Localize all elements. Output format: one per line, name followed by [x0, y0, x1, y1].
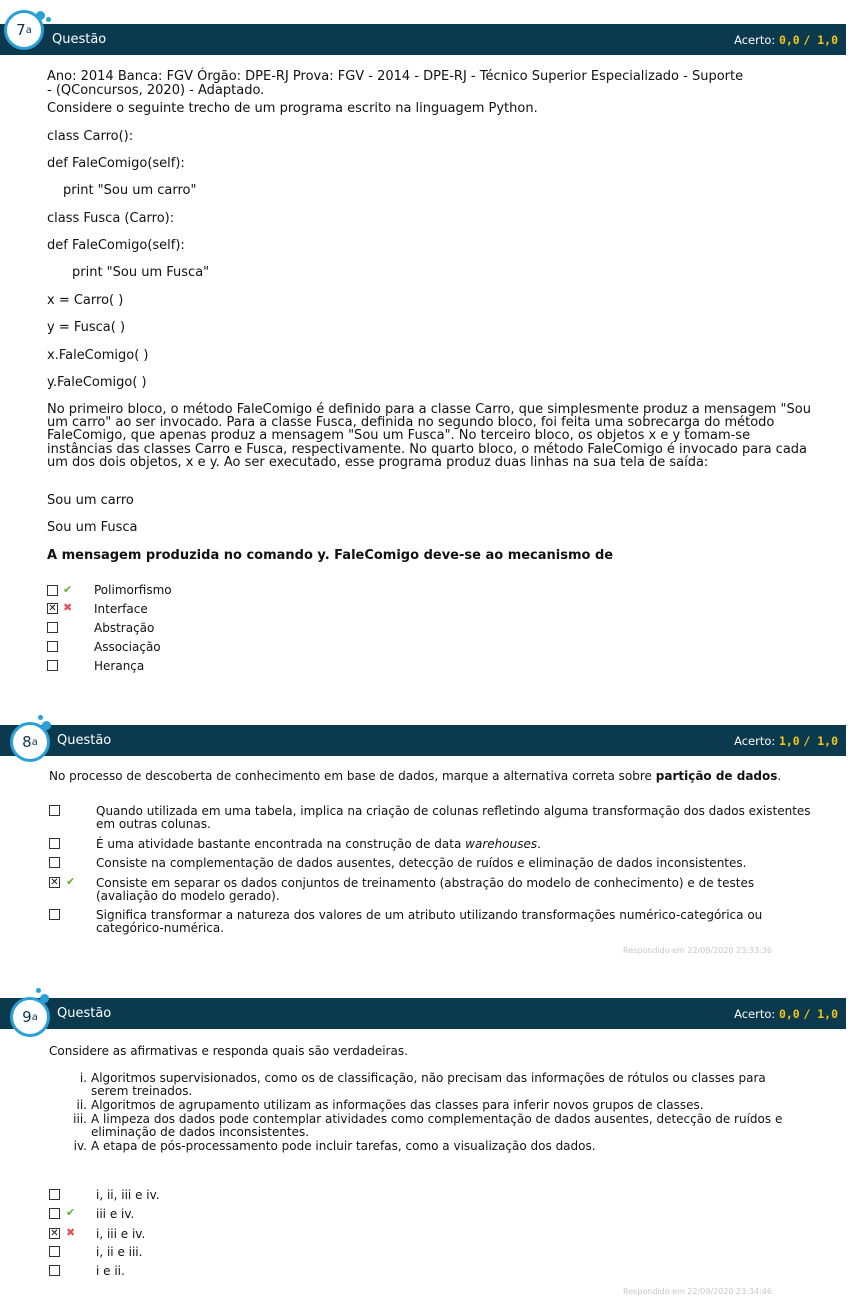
- option-label[interactable]: Significa transformar a natureza dos valores de um atributo utilizando transformações numérico-categórica ou categórico-numérica.: [96, 908, 763, 935]
- score-display: Acerto: 1,0 / 1,0: [734, 734, 838, 748]
- option-label[interactable]: Quando utilizada em uma tabela, implica na criação de colunas refletindo alguma transformação dos dados existentes em outras colunas.: [96, 804, 811, 831]
- option-label[interactable]: i, iii e iv.: [96, 1227, 146, 1241]
- score-display: Acerto: 0,0 / 1,0: [734, 1007, 838, 1021]
- check-icon: ✔: [66, 875, 76, 888]
- code-line: x = Carro( ): [47, 293, 124, 308]
- checkbox-checked-icon[interactable]: ✕: [48, 603, 57, 614]
- code-line: print "Sou um carro": [63, 183, 197, 198]
- option-label[interactable]: Consiste em separar os dados conjuntos de treinamento (abstração do modelo de conhecimento) e de testes (avaliação do modelo gerado).: [96, 876, 755, 903]
- option-label[interactable]: Herança: [94, 659, 145, 673]
- question-prompt: Considere as afirmativas e responda quais são verdadeiras.: [49, 1044, 408, 1058]
- option-label[interactable]: Abstração: [94, 621, 155, 635]
- option-label[interactable]: Associação: [94, 640, 161, 654]
- checkbox-checked-icon[interactable]: ✕: [50, 877, 59, 888]
- x-mark-icon: ✖: [63, 601, 73, 614]
- list-item: i. Algoritmos supervisionados, como os de classificação, não precisam das informações de rótulos ou classes para serem treinados.: [79, 1071, 766, 1098]
- code-line: class Fusca (Carro):: [47, 211, 175, 226]
- code-line: y.FaleComigo( ): [47, 375, 147, 390]
- question-7-header: [0, 21, 846, 55]
- option-checkbox[interactable]: [47, 660, 58, 671]
- list-item: iv. A etapa de pós-processamento pode incluir tarefas, como a visualização dos dados.: [73, 1139, 596, 1153]
- answered-timestamp: Respondido em 22/09/2020 23:33:36: [623, 946, 772, 955]
- option-label[interactable]: i, ii, iii e iv.: [96, 1188, 160, 1202]
- code-line: y = Fusca( ): [47, 320, 126, 335]
- question-title: Questão: [57, 1006, 112, 1021]
- option-checkbox[interactable]: [49, 1208, 60, 1219]
- question-prompt: A mensagem produzida no comando y. FaleComigo deve-se ao mecanismo de: [47, 548, 614, 563]
- code-line: def FaleComigo(self):: [47, 238, 185, 253]
- code-line: class Carro():: [47, 129, 134, 144]
- option-checkbox[interactable]: [47, 585, 58, 596]
- statement-list: [63, 1072, 782, 1154]
- answered-timestamp: Respondido em 22/09/2020 23:34:46: [623, 1287, 772, 1296]
- question-explanation: No primeiro bloco, o método FaleComigo é definido para a classe Carro, que simplesmente produz a mensagem "Sou um carro" ao ser invocado. Para a classe Fusca, definida no segundo bloco, foi feita uma sobrecarga do método FaleComigo, que apenas produz a mensagem "Sou um Fusca". No terceiro bloco, os objetos x e y tomam-se instâncias das classes Carro e Fusca, respectivamente. No quarto bloco, o método FaleComigo é invocado para cada um dos dois objetos, x e y. Ao ser executado, esse programa produz duas linhas na sua tela de saída:: [47, 402, 811, 470]
- question-title: Questão: [57, 733, 112, 748]
- decor-dot: [36, 11, 45, 20]
- option-label[interactable]: É uma atividade bastante encontrada na construção de data warehouses.: [96, 837, 541, 851]
- option-checkbox[interactable]: [49, 857, 60, 868]
- option-checkbox[interactable]: [47, 641, 58, 652]
- question-title: Questão: [52, 32, 107, 47]
- x-mark-icon: ✖: [66, 1226, 76, 1239]
- question-8-header: [0, 725, 846, 756]
- check-icon: ✔: [66, 1206, 76, 1219]
- option-label[interactable]: i, ii e iii.: [96, 1245, 143, 1259]
- code-line: def FaleComigo(self):: [47, 156, 185, 171]
- output-line: Sou um carro: [47, 493, 134, 508]
- decor-dot: [42, 721, 51, 730]
- option-checkbox[interactable]: [49, 909, 60, 920]
- decor-dot: [46, 17, 51, 22]
- question-intro: Considere o seguinte trecho de um programa escrito na linguagem Python.: [47, 101, 538, 116]
- code-line: x.FaleComigo( ): [47, 348, 149, 363]
- code-line: print "Sou um Fusca": [72, 265, 210, 280]
- score-display: Acerto: 0,0 / 1,0: [734, 33, 838, 47]
- decor-dot: [36, 988, 41, 993]
- option-label[interactable]: i e ii.: [96, 1264, 125, 1278]
- option-checkbox[interactable]: [49, 838, 60, 849]
- question-number-badge: 8 a: [10, 722, 50, 762]
- checkbox-checked-icon[interactable]: ✕: [50, 1228, 59, 1239]
- check-icon: ✔: [63, 583, 73, 596]
- option-checkbox[interactable]: [49, 1265, 60, 1276]
- option-checkbox[interactable]: [49, 1189, 60, 1200]
- option-checkbox[interactable]: [49, 1246, 60, 1257]
- option-label[interactable]: Interface: [94, 602, 148, 616]
- option-checkbox[interactable]: [47, 622, 58, 633]
- question-number-badge: 9 a: [10, 997, 50, 1037]
- list-item: ii. Algoritmos de agrupamento utilizam as informações das classes para inferir novos grupos de classes.: [76, 1098, 704, 1112]
- question-9-header: [0, 998, 846, 1029]
- option-label[interactable]: Polimorfismo: [94, 583, 172, 597]
- output-line: Sou um Fusca: [47, 520, 138, 535]
- question-number-badge: 7 a: [4, 10, 44, 50]
- question-source: Ano: 2014 Banca: FGV Órgão: DPE-RJ Prova: FGV - 2014 - DPE-RJ - Técnico Superior Especializado - Suporte - (QConcursos, 2020) - Adaptado.: [47, 69, 744, 98]
- decor-dot: [38, 715, 43, 720]
- option-checkbox[interactable]: [49, 805, 60, 816]
- option-label[interactable]: Consiste na complementação de dados ausentes, detecção de ruídos e eliminação de dados inconsistentes.: [96, 856, 747, 870]
- decor-dot: [40, 994, 49, 1003]
- question-prompt: No processo de descoberta de conhecimento em base de dados, marque a alternativa correta sobre partição de dados.: [49, 769, 782, 783]
- option-label[interactable]: iii e iv.: [96, 1207, 135, 1221]
- list-item: iii. A limpeza dos dados pode contemplar atividades como complementação de dados ausentes, detecção de ruídos e eliminação de dados inconsistentes.: [73, 1112, 783, 1139]
